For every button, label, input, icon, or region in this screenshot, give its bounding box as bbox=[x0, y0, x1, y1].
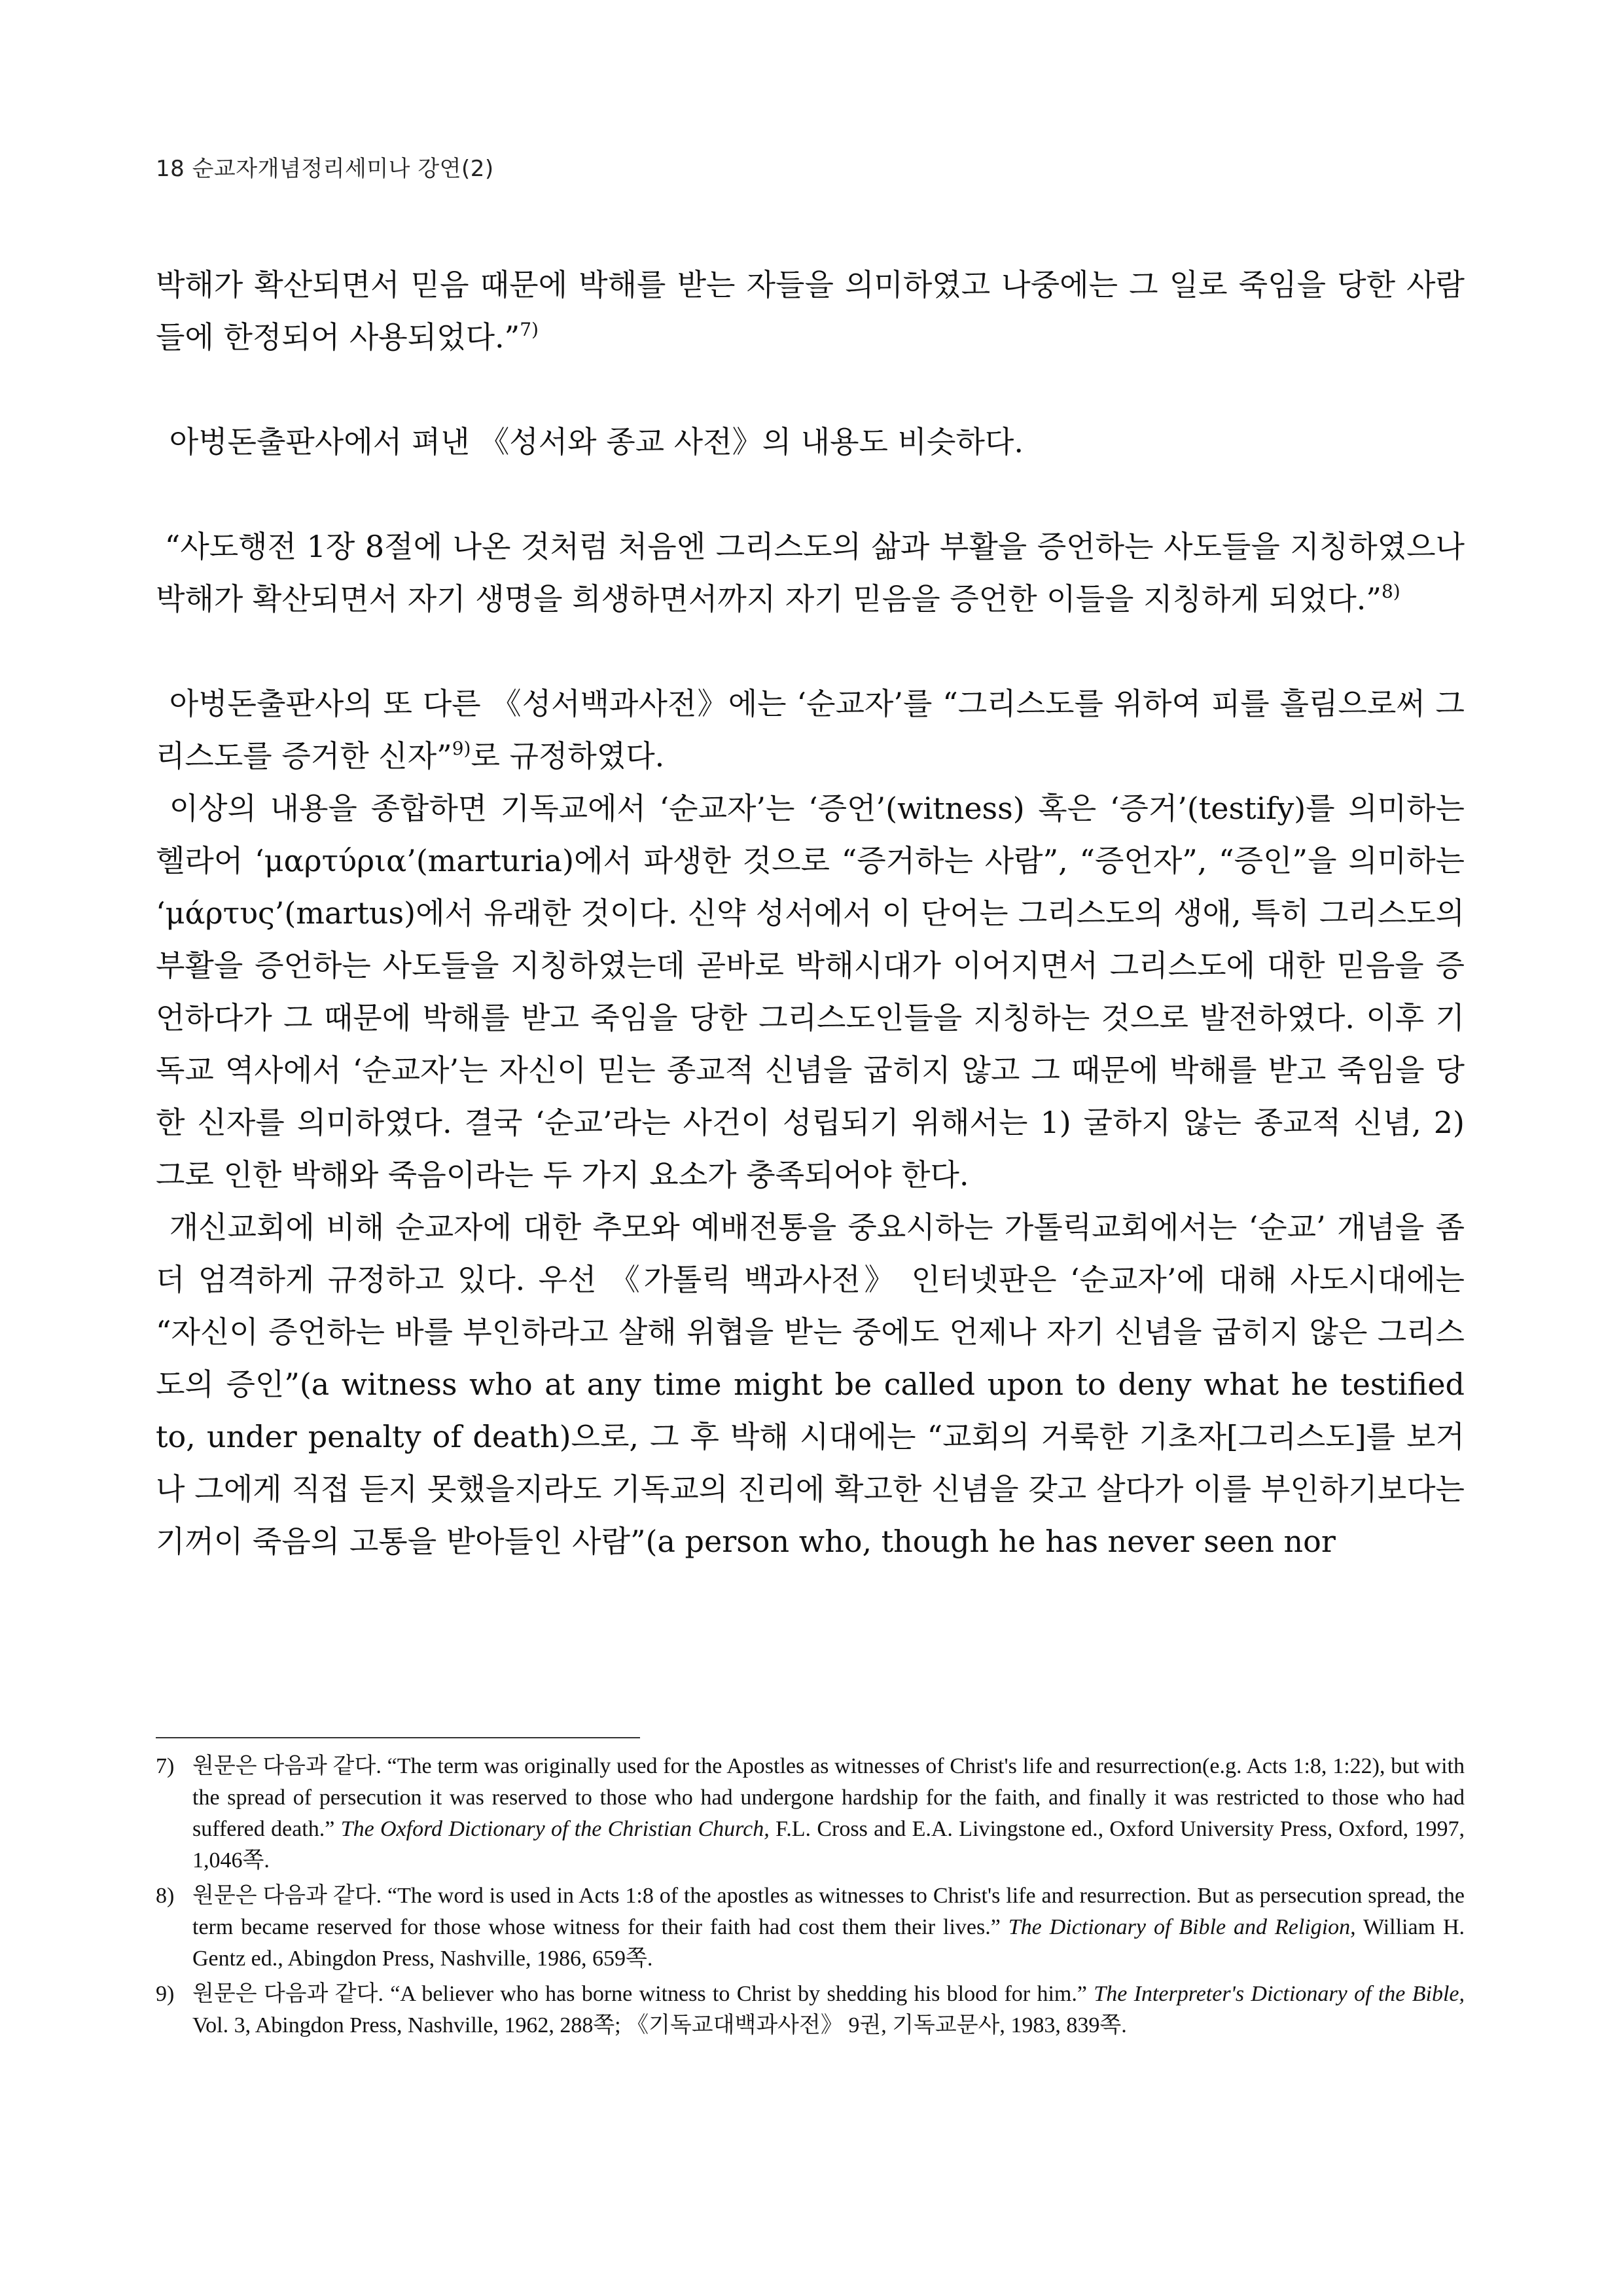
footnote-text-b: Vol. 3, Abingdon Press, Nashville, 1962, 288쪽; 《기독교대백과사전》 9권, 기독교문사, 1983, 839쪽. bbox=[192, 2013, 1127, 2037]
footnote-9 bbox=[156, 1979, 1465, 2041]
footnote-source-title: The Interpreter's Dictionary of the Bible, bbox=[1094, 1982, 1465, 2006]
block-quote-text: “사도행전 1장 8절에 나온 것처럼 처음엔 그리스도의 삶과 부활을 증언하는 사도들을 지칭하였으나 박해가 확산되면서 자기 생명을 희생하면서까지 자기 믿음을 증언한 이들을 지칭하게 되었다.” bbox=[156, 529, 1465, 617]
footnote-7 bbox=[156, 1751, 1465, 1876]
footnote-text bbox=[192, 1979, 1465, 2041]
block-quote bbox=[156, 520, 1465, 625]
footnotes bbox=[156, 1751, 1465, 2045]
paragraph-5 bbox=[156, 782, 1465, 1201]
paragraph-4 bbox=[156, 677, 1465, 782]
footnote-text-a: 원문은 다음과 같다. “The term was originally used for the Apostles as witnesses of Christ's life and resurrection(e.g. Acts 1:8, 1:22), but with the spread of persecution it was reserved to those who had undergone hardship for the faith, and finally it was restricted to those who had suffered death.” bbox=[192, 1754, 1465, 1841]
footnote-number: 8) bbox=[156, 1884, 175, 1908]
footnote-number: 7) bbox=[156, 1754, 175, 1778]
paragraph-4-text-a: 아벙돈출판사의 또 다른 《성서백과사전》에는 ‘순교자’를 “그리스도를 위하여 피를 흘림으로써 그리스도를 증거한 신자” bbox=[156, 686, 1465, 774]
footnote-text bbox=[192, 1751, 1465, 1876]
footnote-source-title: The Oxford Dictionary of the Christian Church, bbox=[340, 1817, 770, 1841]
footnote-text-a: 원문은 다음과 같다. “A believer who has borne witness to Christ by shedding his blood for him.” bbox=[192, 1982, 1094, 2006]
footnote-text-b: William H. Gentz ed., Abingdon Press, Nashville, 1986, 659쪽. bbox=[192, 1915, 1465, 1971]
paragraph-4-text-b: 로 규정하였다. bbox=[471, 738, 665, 774]
body-text bbox=[156, 259, 1465, 1568]
footnote-divider bbox=[156, 1737, 640, 1738]
footnote-text-a: 원문은 다음과 같다. “The word is used in Acts 1:8 of the apostles as witnesses to Christ's life and resurrection. But as persecution spread, the term became reserved for those whose witness for their faith had cost them their lives.” bbox=[192, 1884, 1465, 1939]
footnote-ref-7[interactable]: 7) bbox=[520, 319, 539, 340]
footnote-source-title: The Dictionary of Bible and Religion, bbox=[1008, 1915, 1356, 1939]
footnote-number: 9) bbox=[156, 1982, 175, 2006]
paragraph-2 bbox=[156, 416, 1465, 468]
footnote-ref-8[interactable]: 8) bbox=[1381, 581, 1400, 602]
paragraph-2-text: 아벙돈출판사에서 펴낸 《성서와 종교 사전》의 내용도 비슷하다. bbox=[169, 424, 1024, 459]
paragraph-5-text: 이상의 내용을 종합하면 기독교에서 ‘순교자’는 ‘증언’(witness) 혹은 ‘증거’(testify)를 의미하는 헬라어 ‘μαρτύρια’(marturia)에서 파생한 것으로 “증거하는 사람”, “증언자”, “증인”을 의미하는 ‘μάρτυς’(martus)에서 유래한 것이다. 신약 성서에서 이 단어는 그리스도의 생애, 특히 그리스도의 부활을 증언하는 사도들을 지칭하였는데 곧바로 박해시대가 이어지면서 그리스도에 대한 믿음을 증언하다가 그 때문에 박해를 받고 죽임을 당한 그리스도인들을 지칭하는 것으로 발전하였다. 이후 기독교 역사에서 ‘순교자’는 자신이 믿는 종교적 신념을 굽히지 않고 그 때문에 박해를 받고 죽임을 당한 신자를 의미하였다. 결국 ‘순교’라는 사건이 성립되기 위해서는 1) 굴하지 않는 종교적 신념, 2) 그로 인한 박해와 죽음이라는 두 가지 요소가 충족되어야 한다. bbox=[156, 791, 1465, 1193]
footnote-ref-9[interactable]: 9) bbox=[452, 738, 471, 759]
paragraph-6 bbox=[156, 1201, 1465, 1568]
paragraph-1 bbox=[156, 259, 1465, 363]
paragraph-1-text: 박해가 확산되면서 믿음 때문에 박해를 받는 자들을 의미하였고 나중에는 그 일로 죽임을 당한 사람들에 한정되어 사용되었다.” bbox=[156, 267, 1465, 355]
paragraph-6-text: 개신교회에 비해 순교자에 대한 추모와 예배전통을 중요시하는 가톨릭교회에서는 ‘순교’ 개념을 좀 더 엄격하게 규정하고 있다. 우선 《가톨릭 백과사전》 인터넷판은 ‘순교자’에 대해 사도시대에는 “자신이 증언하는 바를 부인하라고 살해 위협을 받는 중에도 언제나 자기 신념을 굽히지 않은 그리스도의 증인”(a witness who at any time might be called upon to deny what he testified to, under penalty of death)으로, 그 후 박해 시대에는 “교회의 거룩한 기초자[그리스도]를 보거나 그에게 직접 듣지 못했을지라도 기독교의 진리에 확고한 신념을 갖고 살다가 이를 부인하기보다는 기꺼이 죽음의 고통을 받아들인 사람”(a person who, though he has never seen nor bbox=[156, 1210, 1465, 1559]
footnote-text bbox=[192, 1880, 1465, 1975]
footnote-text-b: F.L. Cross and E.A. Livingstone ed., Oxford University Press, Oxford, 1997, 1,046쪽. bbox=[192, 1817, 1465, 1873]
footnote-8 bbox=[156, 1880, 1465, 1975]
running-header: 18 순교자개념정리세미나 강연(2) bbox=[156, 156, 494, 182]
